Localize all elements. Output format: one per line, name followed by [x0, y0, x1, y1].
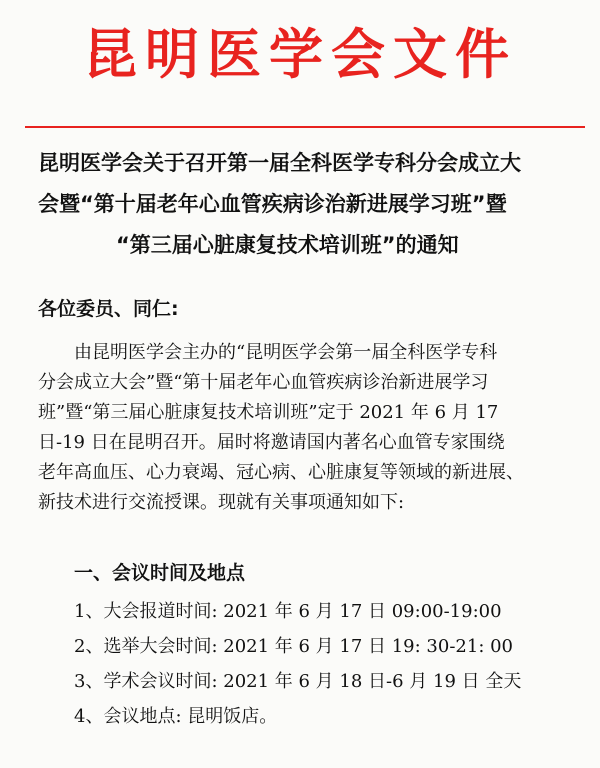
salutation: 各位委员、同仁: [38, 298, 179, 320]
body-line: 班”暨“第三届心脏康复技术培训班”定于 2021 年 6 月 17 [38, 402, 499, 423]
list-item: 2、选举大会时间: 2021 年 6 月 17 日 19: 30-21: 00 [74, 636, 514, 657]
list-item: 3、学术会议时间: 2021 年 6 月 18 日-6 月 19 日 全天 [74, 671, 522, 692]
letterhead-title: 昆明医学会文件 [83, 21, 517, 86]
notice-title-line: 昆明医学会关于召开第一届全科医学专科分会成立大 [38, 151, 521, 175]
notice-title [38, 143, 578, 266]
letterhead-divider [25, 126, 585, 128]
list-item: 1、大会报道时间: 2021 年 6 月 17 日 09:00-19:00 [74, 601, 502, 622]
section-heading: 一、会议时间及地点 [74, 562, 246, 584]
body-line: 老年高血压、心力衰竭、冠心病、心脏康复等领域的新进展、 [38, 462, 524, 483]
notice-title-line: 会暨“第十届老年心血管疾病诊治新进展学习班”暨 [38, 192, 507, 216]
body-line: 新技术进行交流授课。现就有关事项通知如下: [38, 492, 405, 513]
notice-title-line: “第三届心脏康复技术培训班”的通知 [116, 233, 459, 257]
body-line: 日-19 日在昆明召开。届时将邀请国内著名心血管专家围绕 [38, 432, 505, 453]
body-line: 分会成立大会”暨“第十届老年心血管疾病诊治新进展学习 [38, 372, 489, 393]
body-paragraph [38, 338, 583, 518]
list-item: 4、会议地点: 昆明饭店。 [74, 706, 278, 727]
meeting-details-list [74, 594, 521, 734]
body-line: 由昆明医学会主办的“昆明医学会第一届全科医学专科 [74, 342, 498, 363]
